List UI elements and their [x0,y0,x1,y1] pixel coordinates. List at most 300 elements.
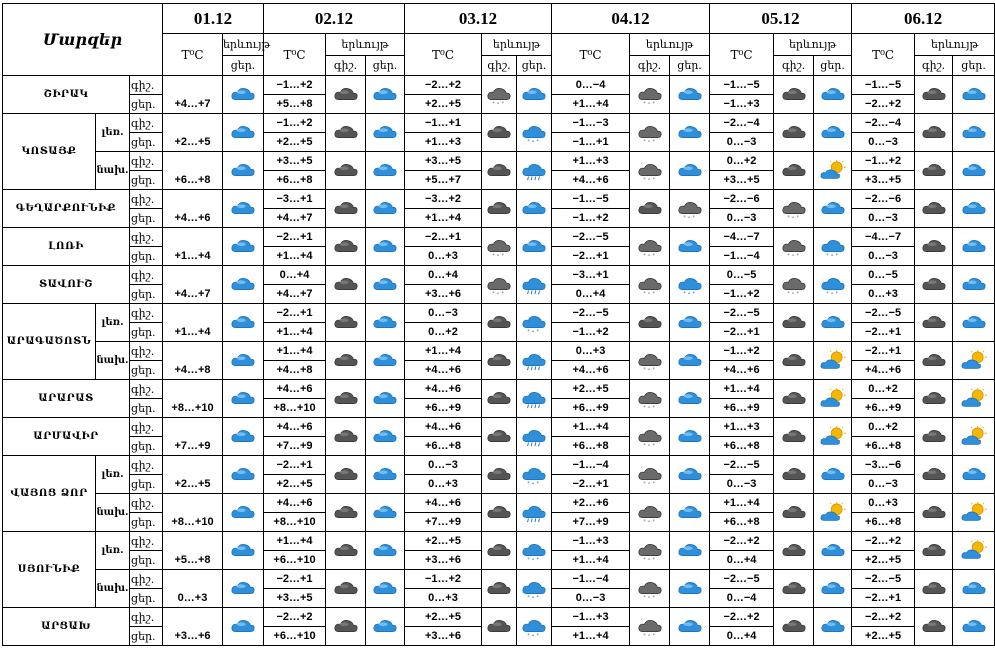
day-temp: −1…+2 [552,323,630,342]
night-temp: 0…+4 [405,266,482,285]
rain-icon [366,266,405,304]
night-temp: +1…+4 [405,342,482,361]
cloud-icon [774,418,814,456]
day-label: ցեր. [130,627,163,646]
region-name: ՇԻՐԱԿ [3,76,130,114]
cloud-icon [326,418,366,456]
night-temp: −2…−5 [552,228,630,247]
temp-value: +2…+5 [163,456,223,494]
rain-icon [670,342,710,380]
cloud-icon [482,304,517,342]
night-label: գիշ. [130,190,163,209]
temp-value: +6…+8 [163,152,223,190]
subregion-name: լեռ. [96,532,130,570]
day-temp: +6…+8 [405,437,482,456]
cloud-icon [774,494,814,532]
day-temp: −1…+2 [710,285,774,304]
cloud-icon [630,190,670,228]
temp-value: +3…+6 [163,608,223,646]
night-temp: +4…+6 [264,418,326,437]
rain-icon [814,456,852,494]
day-temp: 0…+3 [405,247,482,266]
subregion-name: լեռ. [96,114,130,152]
temp-value: +5…+8 [163,532,223,570]
rain-icon [814,532,852,570]
day-temp: +4…+6 [405,361,482,380]
night-header: գիշ. [326,56,366,76]
day-temp: −2…+1 [852,323,915,342]
cloud-icon [915,228,953,266]
night-header: գիշ. [630,56,670,76]
cloud-icon [482,152,517,190]
snowrain-icon [814,228,852,266]
sun-icon [953,380,995,418]
day-temp: +7…+9 [264,437,326,456]
day-temp: +6…+9 [552,399,630,418]
night-temp: −3…+1 [264,190,326,209]
day-temp: +1…+4 [264,247,326,266]
night-label: գիշ. [130,228,163,247]
rain-icon [814,570,852,608]
night-temp: −1…+2 [405,570,482,589]
rain-icon [670,570,710,608]
day-temp: +6…+8 [264,171,326,190]
night-temp: −1…+2 [264,114,326,133]
snowrain-icon [517,304,552,342]
region-name: ՏԱՎՈՒՇ [3,266,130,304]
night-temp: −1…−3 [552,114,630,133]
snow-icon [630,114,670,152]
day-temp: +4…+7 [264,285,326,304]
night-temp: +4…+6 [405,418,482,437]
day-header: ցեր. [223,56,264,76]
night-temp: +1…+4 [710,494,774,513]
day-header: ցեր. [953,56,995,76]
table-row [3,190,995,209]
cloud-icon [482,342,517,380]
night-temp: −2…−4 [852,114,915,133]
night-temp: 0…+3 [552,342,630,361]
day-temp: +2…+5 [852,551,915,570]
night-temp: +2…+5 [405,532,482,551]
snow-icon [482,266,517,304]
forecast-table [2,3,995,646]
region-name: ՎԱՅՈՑ ՁՈՐ [3,456,96,532]
cloud-icon [482,190,517,228]
table-row [3,304,995,323]
night-label: գիշ. [130,114,163,133]
temp-value: +4…+7 [163,266,223,304]
night-temp: −1…+1 [405,114,482,133]
night-temp: −2…+2 [710,532,774,551]
night-temp: −1…+3 [552,532,630,551]
night-label: գիշ. [130,456,163,475]
day-header: ցեր. [814,56,852,76]
rain-icon [517,76,552,114]
night-label: գիշ. [130,152,163,171]
date-header: 03.12 [405,4,552,34]
heavyrain-icon [517,266,552,304]
night-temp: −3…+1 [552,266,630,285]
region-name: ԿՈՏԱՅՔ [3,114,96,190]
snow-icon [630,228,670,266]
day-temp: +1…+3 [405,133,482,152]
table-row [3,494,995,513]
rain-icon [814,608,852,646]
night-temp: +4…+6 [264,380,326,399]
day-temp: +3…+6 [405,627,482,646]
table-row [3,342,995,361]
night-temp: −2…+1 [264,304,326,323]
region-name: ԱՐԱԳԱԾՈՏՆ [3,304,96,380]
region-name: ԼՈՌԻ [3,228,130,266]
sun-icon [814,418,852,456]
phenomenon-header: երևույթ [223,34,264,56]
heavyrain-icon [517,342,552,380]
day-label: ցեր. [130,475,163,494]
cloud-icon [774,608,814,646]
night-temp: −1…+2 [710,342,774,361]
rain-icon [953,228,995,266]
snowrain-icon [517,114,552,152]
rain-icon [670,380,710,418]
table-row [3,608,995,627]
night-label: գիշ. [130,380,163,399]
snow-icon [630,608,670,646]
region-name: ԱՐՑԱԽ [3,608,130,646]
rain-icon [814,114,852,152]
day-header: ցեր. [517,56,552,76]
cloud-icon [482,456,517,494]
night-temp: −2…−5 [710,570,774,589]
day-temp: −1…+3 [710,95,774,114]
rain-icon [366,342,405,380]
night-label: գիշ. [130,418,163,437]
day-temp: +6…+8 [552,437,630,456]
rain-icon [223,532,264,570]
rain-icon [366,228,405,266]
cloud-icon [326,190,366,228]
date-header: 02.12 [264,4,405,34]
day-temp: −2…+1 [552,475,630,494]
rain-icon [670,418,710,456]
day-temp: +5…+8 [264,95,326,114]
rain-icon [517,228,552,266]
sun-icon [953,494,995,532]
cloud-icon [915,380,953,418]
snow-icon [482,76,517,114]
forecast-body [3,76,995,646]
day-label: ցեր. [130,209,163,228]
rain-icon [953,190,995,228]
day-temp: 0…−3 [852,209,915,228]
night-temp: 0…−3 [405,304,482,323]
date-header: 01.12 [163,4,264,34]
rain-icon [366,570,405,608]
cloud-icon [774,152,814,190]
subregion-name: նախ. [96,570,130,608]
night-temp: −2…+2 [264,608,326,627]
night-temp: −2…+2 [710,608,774,627]
rain-icon [223,608,264,646]
night-temp: −2…+2 [852,608,915,627]
cloud-icon [482,380,517,418]
cloud-icon [482,114,517,152]
rain-icon [223,152,264,190]
rain-icon [670,228,710,266]
day-header: ցեր. [366,56,405,76]
day-header: ցեր. [670,56,710,76]
night-temp: −2…+1 [264,570,326,589]
temp-value: +2…+5 [163,114,223,152]
night-temp: −2…+1 [405,228,482,247]
temp-header: T⁰C [552,34,630,76]
day-temp: +2…+5 [405,95,482,114]
date-header: 04.12 [552,4,710,34]
night-temp: −2…−5 [852,570,915,589]
snow-icon [630,380,670,418]
cloud-icon [482,418,517,456]
day-temp: 0…−3 [852,133,915,152]
rain-icon [223,380,264,418]
snow-icon [482,228,517,266]
rain-icon [953,304,995,342]
night-temp: −2…−5 [552,304,630,323]
day-temp: +2…+5 [264,475,326,494]
cloud-icon [482,532,517,570]
day-temp: 0…−3 [710,475,774,494]
rain-icon [670,152,710,190]
table-row [3,380,995,399]
day-temp: +3…+6 [405,551,482,570]
temp-header: T⁰C [710,34,774,76]
rain-icon [366,532,405,570]
cloud-icon [915,418,953,456]
night-temp: +4…+6 [405,494,482,513]
cloud-icon [915,570,953,608]
region-name: ՍՅՈՒՆԻՔ [3,532,96,608]
region-name: ԱՐԱՐԱՏ [3,380,130,418]
night-temp: +1…+4 [264,342,326,361]
night-temp: 0…−5 [852,266,915,285]
night-label: գիշ. [130,304,163,323]
cloud-icon [482,494,517,532]
night-temp: 0…+2 [852,418,915,437]
night-temp: 0…−5 [710,266,774,285]
day-temp: 0…+4 [710,627,774,646]
night-header: գիշ. [774,56,814,76]
cloud-icon [326,76,366,114]
sun-icon [953,532,995,570]
snow-icon [630,266,670,304]
day-temp: +1…+4 [405,209,482,228]
temp-value: +1…+4 [163,228,223,266]
night-temp: −2…−6 [852,190,915,209]
date-header: 06.12 [852,4,995,34]
cloud-icon [326,304,366,342]
night-temp: 0…−4 [552,76,630,95]
subregion-name: լեռ. [96,304,130,342]
day-temp: 0…−3 [710,133,774,152]
heavyrain-icon [517,152,552,190]
day-temp: 0…−4 [710,589,774,608]
day-label: ցեր. [130,513,163,532]
table-row [3,114,995,133]
rain-icon [953,570,995,608]
temp-value: +7…+9 [163,418,223,456]
snow-icon [630,570,670,608]
subregion-name: նախ. [96,342,130,380]
day-temp: 0…+3 [405,475,482,494]
cloud-icon [326,114,366,152]
cloud-icon [326,608,366,646]
snow-icon [630,76,670,114]
night-temp: +2…+5 [405,608,482,627]
day-temp: +1…+4 [552,551,630,570]
day-temp: −1…+2 [552,209,630,228]
cloud-icon [774,76,814,114]
night-temp: +2…+6 [552,494,630,513]
night-label: գիշ. [130,608,163,627]
day-temp: +3…+5 [852,171,915,190]
night-temp: −2…−5 [852,304,915,323]
cloud-icon [915,532,953,570]
table-row [3,532,995,551]
night-temp: −4…−7 [710,228,774,247]
night-temp: −1…−5 [710,76,774,95]
night-label: գիշ. [130,570,163,589]
rain-icon [223,418,264,456]
snowrain-icon [670,266,710,304]
rain-icon [366,190,405,228]
day-temp: +8…+10 [264,513,326,532]
night-temp: 0…+4 [264,266,326,285]
cloud-icon [326,228,366,266]
day-label: ցեր. [130,95,163,114]
rain-icon [223,570,264,608]
day-temp: 0…+3 [852,285,915,304]
cloud-icon [915,152,953,190]
day-temp: 0…−3 [852,247,915,266]
day-temp: +3…+6 [405,285,482,304]
rain-icon [670,76,710,114]
cloud-icon [774,532,814,570]
snow-icon [774,228,814,266]
day-temp: +4…+6 [552,361,630,380]
sun-icon [814,342,852,380]
day-label: ցեր. [130,437,163,456]
night-temp: −1…−5 [852,76,915,95]
day-temp: 0…−3 [852,475,915,494]
day-temp: +6…+8 [710,437,774,456]
table-row [3,266,995,285]
rain-icon [670,608,710,646]
rain-icon [366,456,405,494]
rain-icon [223,494,264,532]
day-label: ցեր. [130,323,163,342]
cloud-icon [915,494,953,532]
day-temp: +2…+5 [264,133,326,152]
rain-icon [953,152,995,190]
temp-value: +8…+10 [163,380,223,418]
night-temp: +4…+6 [405,380,482,399]
rain-icon [953,608,995,646]
day-temp: −2…+1 [710,323,774,342]
night-temp: +3…+5 [264,152,326,171]
sun-icon [814,152,852,190]
cloud-icon [630,304,670,342]
snow-icon [630,494,670,532]
rain-icon [670,304,710,342]
rain-icon [366,418,405,456]
temp-header: T⁰C [405,34,482,76]
night-header: գիշ. [482,56,517,76]
day-temp: −1…+1 [552,133,630,152]
subregion-name: լեռ. [96,456,130,494]
night-temp: −2…−5 [710,304,774,323]
rain-icon [517,190,552,228]
night-label: գիշ. [130,532,163,551]
phenomenon-header: երևույթ [630,34,710,56]
snow-icon [630,532,670,570]
rain-icon [366,152,405,190]
cloud-icon [482,608,517,646]
night-temp: −1…−4 [552,456,630,475]
day-temp: 0…−3 [552,589,630,608]
temp-header: T⁰C [163,34,223,76]
night-header: գիշ. [915,56,953,76]
day-temp: +7…+9 [405,513,482,532]
rain-icon [366,380,405,418]
day-temp: +6…+9 [852,399,915,418]
night-temp: +4…+6 [264,494,326,513]
sun-icon [953,418,995,456]
day-temp: +1…+4 [552,627,630,646]
cloud-icon [326,456,366,494]
day-temp: +6…+9 [405,399,482,418]
cloud-icon [915,342,953,380]
temp-header: T⁰C [264,34,326,76]
table-row [3,76,995,95]
cloud-icon [326,266,366,304]
night-temp: −1…−4 [552,570,630,589]
cloud-icon [774,570,814,608]
rain-icon [814,76,852,114]
snow-icon [630,456,670,494]
day-temp: +6…+8 [852,513,915,532]
night-temp: +1…+4 [552,418,630,437]
night-temp: −3…+2 [405,190,482,209]
night-temp: −1…+2 [852,152,915,171]
snowrain-icon [517,456,552,494]
night-temp: −2…+1 [852,342,915,361]
night-temp: −1…−5 [552,190,630,209]
rain-icon [670,532,710,570]
rain-icon [670,456,710,494]
night-temp: +1…+3 [710,418,774,437]
rain-icon [953,114,995,152]
night-label: գիշ. [130,76,163,95]
night-temp: −2…+1 [264,456,326,475]
night-temp: −2…−6 [710,190,774,209]
phenomenon-header: երևույթ [482,34,552,56]
day-label: ցեր. [130,589,163,608]
region-name: ԱՐՄԱՎԻՐ [3,418,130,456]
night-temp: 0…+2 [710,152,774,171]
rain-icon [953,456,995,494]
temp-value: 0…+3 [163,570,223,608]
date-header: 05.12 [710,4,852,34]
